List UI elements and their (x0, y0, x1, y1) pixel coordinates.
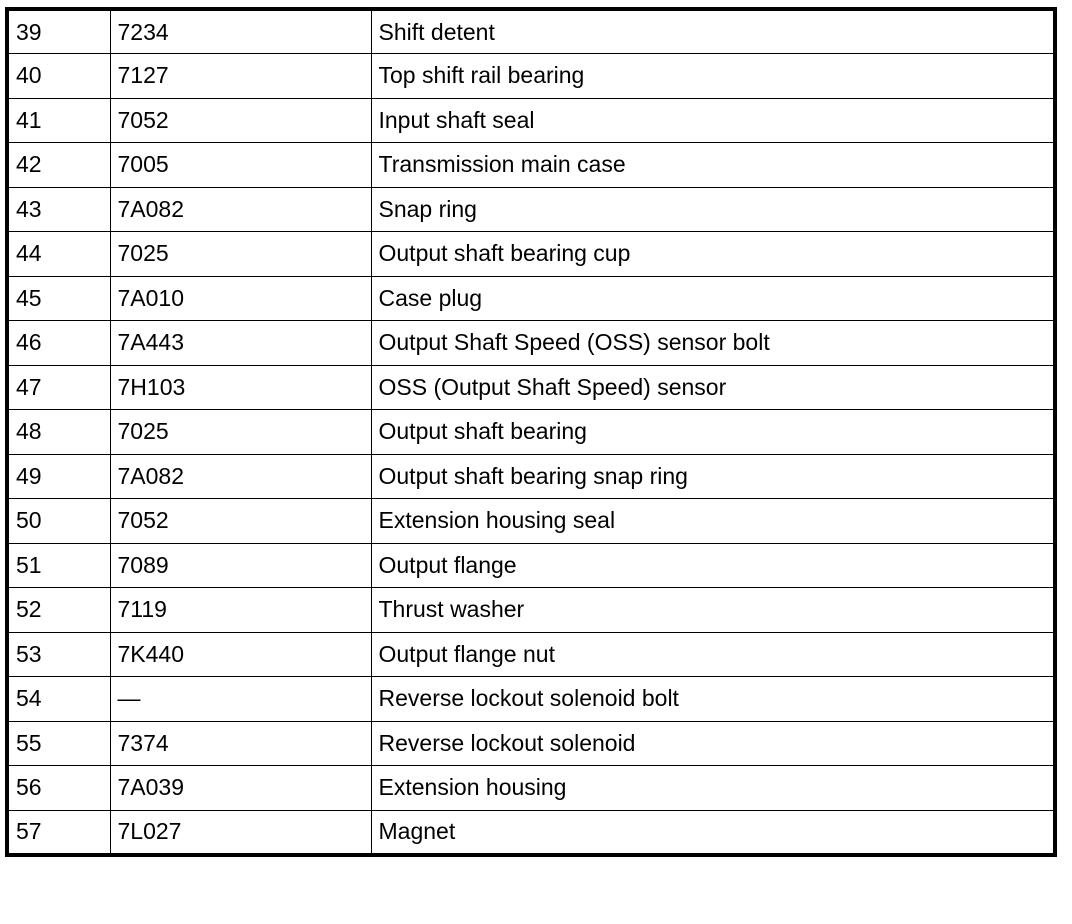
table-row (7, 98, 1055, 143)
description-cell: Output shaft bearing snap ring (371, 454, 1055, 499)
description-cell: Output flange (371, 543, 1055, 588)
table-row (7, 54, 1055, 99)
table-row (7, 499, 1055, 544)
part-number-cell: 7052 (110, 98, 371, 143)
description-cell: Case plug (371, 276, 1055, 321)
description-cell: Output shaft bearing cup (371, 232, 1055, 277)
item-number-cell: 56 (7, 766, 110, 811)
table-row (7, 321, 1055, 366)
table-row (7, 810, 1055, 855)
table-row (7, 276, 1055, 321)
part-number-cell: 7052 (110, 499, 371, 544)
description-cell: Input shaft seal (371, 98, 1055, 143)
part-number-cell: 7025 (110, 410, 371, 455)
description-cell: Extension housing (371, 766, 1055, 811)
part-number-cell: 7025 (110, 232, 371, 277)
table-row (7, 9, 1055, 54)
item-number-cell: 47 (7, 365, 110, 410)
part-number-cell: 7A443 (110, 321, 371, 366)
item-number-cell: 44 (7, 232, 110, 277)
description-cell: Snap ring (371, 187, 1055, 232)
table-row (7, 632, 1055, 677)
part-number-cell: 7374 (110, 721, 371, 766)
part-number-cell: — (110, 677, 371, 722)
description-cell: Thrust washer (371, 588, 1055, 633)
part-number-cell: 7A039 (110, 766, 371, 811)
item-number-cell: 53 (7, 632, 110, 677)
description-cell: Output shaft bearing (371, 410, 1055, 455)
description-cell: Extension housing seal (371, 499, 1055, 544)
part-number-cell: 7127 (110, 54, 371, 99)
table-row (7, 143, 1055, 188)
table-row (7, 588, 1055, 633)
description-cell: Output flange nut (371, 632, 1055, 677)
table-row (7, 766, 1055, 811)
item-number-cell: 45 (7, 276, 110, 321)
table-row (7, 454, 1055, 499)
description-cell: Shift detent (371, 9, 1055, 54)
item-number-cell: 50 (7, 499, 110, 544)
table-row (7, 232, 1055, 277)
description-cell: Top shift rail bearing (371, 54, 1055, 99)
item-number-cell: 39 (7, 9, 110, 54)
table-row (7, 721, 1055, 766)
item-number-cell: 46 (7, 321, 110, 366)
item-number-cell: 57 (7, 810, 110, 855)
item-number-cell: 40 (7, 54, 110, 99)
description-cell: Reverse lockout solenoid bolt (371, 677, 1055, 722)
description-cell: Magnet (371, 810, 1055, 855)
item-number-cell: 49 (7, 454, 110, 499)
parts-table-body (7, 9, 1055, 855)
part-number-cell: 7A082 (110, 454, 371, 499)
table-row (7, 677, 1055, 722)
item-number-cell: 54 (7, 677, 110, 722)
item-number-cell: 52 (7, 588, 110, 633)
part-number-cell: 7K440 (110, 632, 371, 677)
part-number-cell: 7089 (110, 543, 371, 588)
part-number-cell: 7A082 (110, 187, 371, 232)
description-cell: OSS (Output Shaft Speed) sensor (371, 365, 1055, 410)
description-cell: Reverse lockout solenoid (371, 721, 1055, 766)
description-cell: Transmission main case (371, 143, 1055, 188)
item-number-cell: 41 (7, 98, 110, 143)
description-cell: Output Shaft Speed (OSS) sensor bolt (371, 321, 1055, 366)
part-number-cell: 7H103 (110, 365, 371, 410)
part-number-cell: 7119 (110, 588, 371, 633)
table-row (7, 410, 1055, 455)
parts-table (5, 7, 1057, 857)
table-row (7, 187, 1055, 232)
part-number-cell: 7005 (110, 143, 371, 188)
item-number-cell: 48 (7, 410, 110, 455)
part-number-cell: 7A010 (110, 276, 371, 321)
item-number-cell: 51 (7, 543, 110, 588)
item-number-cell: 42 (7, 143, 110, 188)
table-row (7, 365, 1055, 410)
item-number-cell: 43 (7, 187, 110, 232)
part-number-cell: 7L027 (110, 810, 371, 855)
part-number-cell: 7234 (110, 9, 371, 54)
table-row (7, 543, 1055, 588)
item-number-cell: 55 (7, 721, 110, 766)
